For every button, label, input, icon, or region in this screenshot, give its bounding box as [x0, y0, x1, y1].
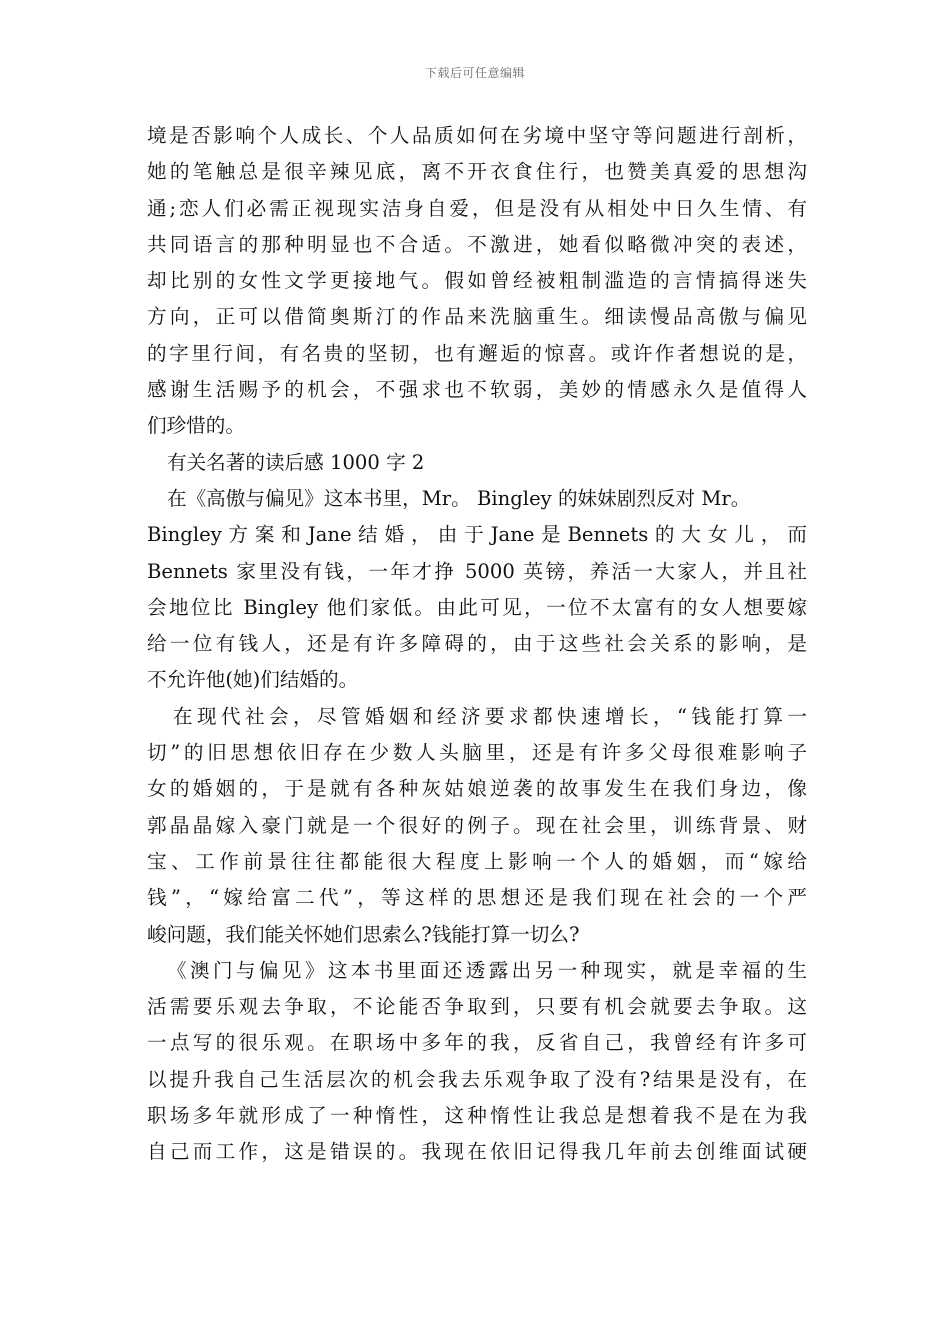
text-line: 境是否影响个人成长、个人品质如何在劣境中坚守等问题进行剖析， — [147, 124, 807, 147]
text-line: Bennets 家里没有钱，一年才挣 5000 英镑，养活一大家人，并且社 — [147, 559, 807, 583]
text-line: 活需要乐观去争取，不论能否争取到，只要有机会就要去争取。这 — [147, 995, 807, 1019]
text-line: 却比别的女性文学更接地气。假如曾经被粗制滥造的言情搞得迷失 — [147, 269, 807, 293]
text-line: 在现代社会，尽管婚姻和经济要求都快速增长，“钱能打算一 — [173, 704, 807, 728]
text-line: 会地位比 Bingley 他们家低。由此可见，一位不太富有的女人想要嫁 — [147, 595, 807, 619]
text-line: 通;恋人们必需正视现实洁身自爱，但是没有从相处中日久生情、有 — [147, 196, 807, 220]
text-line: 有关名著的读后感 1000 字 2 — [167, 450, 425, 474]
text-line: 郭晶晶嫁入豪门就是一个很好的例子。现在社会里，训练背景、财 — [147, 813, 807, 837]
page-header: 下载后可任意编辑 — [424, 66, 525, 80]
text-line: 她的笔触总是很辛辣见底，离不开衣食住行，也赞美真爱的思想沟 — [147, 160, 807, 184]
text-line: 共同语言的那种明显也不合适。不激进，她看似略微冲突的表述， — [147, 232, 807, 256]
text-line: 给一位有钱人，还是有许多障碍的，由于这些社会关系的影响，是 — [147, 632, 807, 656]
text-line: Bingley 方 案 和 Jane 结 婚 ， 由 于 Jane 是 Bennets 的 大 女 儿 ， 而 — [147, 523, 807, 547]
text-line: 在《高傲与偏见》这本书里，Mr。 Bingley 的妹妹剧烈反对 Mr。 — [167, 486, 751, 510]
text-line: 职场多年就形成了一种惰性，这种惰性让我总是想着我不是在为我 — [147, 1104, 807, 1128]
text-line: 自己而工作，这是错误的。我现在依旧记得我几年前去创维面试硬 — [147, 1140, 807, 1164]
text-line: 钱”，“嫁给富二代”，等这样的思想还是我们现在社会的一个严 — [147, 886, 807, 910]
text-line: 不允许他(她)们结婚的。 — [147, 668, 359, 692]
text-line: 以提升我自己生活层次的机会我去乐观争取了没有?结果是没有，在 — [147, 1067, 807, 1091]
text-line: 《澳门与偏见》这本书里面还透露出另一种现实，就是幸福的生 — [167, 958, 807, 982]
text-line: 方向，正可以借简奥斯汀的作品来洗脑重生。细读慢品高傲与偏见 — [147, 305, 807, 329]
text-line: 女的婚姻的，于是就有各种灰姑娘逆袭的故事发生在我们身边，像 — [147, 777, 807, 801]
text-line: 感谢生活赐予的机会，不强求也不软弱，美妙的情感永久是值得人 — [147, 378, 807, 402]
text-line: 宝、工作前景往往都能很大程度上影响一个人的婚姻，而“嫁给 — [147, 849, 807, 873]
text-line: 的字里行间，有名贵的坚韧，也有邂逅的惊喜。或许作者想说的是， — [147, 341, 807, 365]
text-line: 峻问题，我们能关怀她们思索么?钱能打算一切么? — [147, 922, 580, 946]
document-body — [147, 118, 807, 1171]
text-line: 切”的旧思想依旧存在少数人头脑里，还是有许多父母很难影响子 — [147, 741, 807, 765]
text-line: 一点写的很乐观。在职场中多年的我，反省自己，我曾经有许多可 — [147, 1031, 807, 1055]
text-line: 们珍惜的。 — [147, 414, 245, 438]
